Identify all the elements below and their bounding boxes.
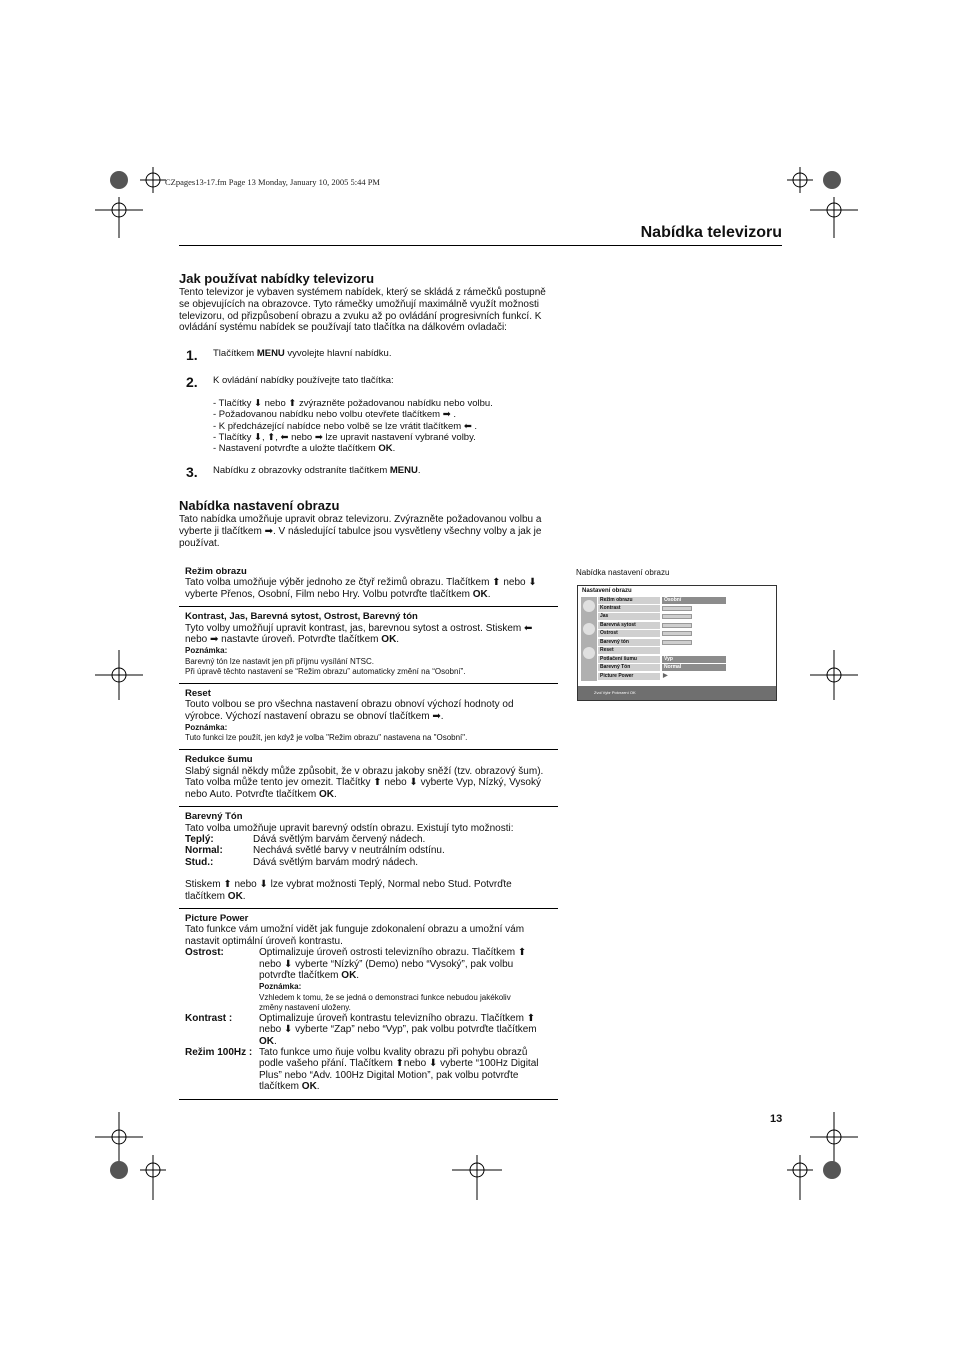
option-reset: Reset Touto volbou se pro všechna nastavení obrazu obnoví výchozí hodnoty od výrobce. Výchozí nastavení obrazu se obnoví tlačítkem ➡. Poznámka: Tuto funkci lze použít, jen když je volba "Režim obrazu" nastavena na "Osobní". bbox=[179, 688, 558, 751]
section2-intro: Tato nabídka umožňuje upravit obraz televizoru. Zvýrazněte požadovanou volbu a vyberte ji tlačítkem ➡. V následující tabulce jsou vysvětleny všechny volby a jak je používat. bbox=[179, 514, 542, 549]
page-title: Nabídka televizoru bbox=[640, 224, 782, 241]
option-picture-power: Picture Power Tato funkce vám umožní vidět jak funguje zdokonalení obrazu a umožní vám nastavit optimální úroveň kontrastu. Ostrost: Optimalizuje úroveň ostrosti televizního obrazu. Tlačítkem ⬆ nebo ⬇ vyberte “Nízký” (Demo) nebo “Vysoký”, pak volbu potvrďte tlačítkem OK. Poznámka: Vzhledem k tomu, že se jedná o demonstraci funkce nebudou jakékoliv změny nastavení uloženy. Kontrast : Optimalizuje úroveň kontrastu televizního obrazu. Tlačítkem ⬆ nebo ⬇ vyberte “Zap” nebo “Vyp”, pak volbu potvrďte tlačítkem OK. Režim 100Hz : Tato funkce umo ňuje volbu kvality obrazu při pohybu obrazů podle vašeho přání. Tlačítkem ⬆nebo ⬇ vyberte “100Hz Digital Plus” nebo “Adv. 100Hz Digital Motion”, pak volbu potvrďte tlačítkem OK. bbox=[179, 913, 558, 1100]
screen-row: Barevný tón bbox=[597, 639, 727, 646]
title-rule bbox=[179, 245, 782, 246]
picture-icon bbox=[583, 600, 595, 612]
step3-text: Nabídku z obrazovky odstraníte tlačítkem MENU. bbox=[213, 465, 421, 476]
screen-caption: Nabídka nastavení obrazu bbox=[576, 568, 670, 577]
step1-text: Tlačítkem MENU vyvolejte hlavní nabídku. bbox=[213, 348, 392, 359]
step2-list: - Tlačítky ⬇ nebo ⬆ zvýrazněte požadovanou nabídku nebo volbu. - Požadovanou nabídku nebo volbu otevřete tlačítkem ➡ . - K předcházející nabídce nebo volbě se lze vrátit tlačítkem ⬅ . - Tlačítky ⬇, ⬆, ⬅ nebo ➡ lze upravit nastavení vybrané volby. - Nastavení potvrďte a uložte tlačítkem OK. bbox=[213, 398, 493, 455]
file-header-note: CZpages13-17.fm Page 13 Monday, January 10, 2005 5:44 PM bbox=[165, 177, 380, 187]
step3-number: 3. bbox=[186, 464, 198, 480]
screen-row: Ostrost bbox=[597, 630, 727, 637]
option-rezim-obrazu: Režim obrazu Tato volba umožňuje výběr jednoho ze čtyř režimů obrazu. Tlačítkem ⬆ nebo ⬇ vyberte Přenos, Osobní, Film nebo Hry. Volbu potvrďte tlačítkem OK. bbox=[179, 566, 558, 607]
tv-menu-screen bbox=[577, 585, 777, 701]
section2-heading: Nabídka nastavení obrazu bbox=[179, 498, 340, 513]
screen-row: Picture Power ▶ bbox=[600, 673, 668, 679]
screen-row: Jas bbox=[597, 613, 727, 620]
section1-intro: Tento televizor je vybaven systémem nabídek, který se skládá z rámečků postupně se objevujících na obrazovce. Tyto rámečky umožňují maximálně využít možnosti televizoru, od přizpůsobení obrazu a zvuku až po ovládání progresivních funkcí. K ovládání systému nabídek se používají tato tlačítka na dálkovém ovladači: bbox=[179, 287, 546, 334]
option-redukce-sumu: Redukce šumu Slabý signál někdy může způsobit, že v obrazu jakoby sněží (tzv. obrazový šum). Tato volba může tento jev omezit. Tlačítky ⬆ nebo ⬇ vyberte Vyp, Nízký, Vysoký nebo Auto. Potvrďte tlačítkem OK. bbox=[179, 754, 558, 807]
screen-sidebar bbox=[581, 597, 597, 681]
screen-row: Režim obrazu Osobní bbox=[597, 597, 727, 604]
step2-intro: K ovládání nabídky používejte tato tlačítka: bbox=[213, 375, 394, 386]
screen-row: Reset bbox=[597, 647, 727, 654]
screen-row: Barevný Tón Normal bbox=[597, 664, 727, 671]
option-barevny-ton: Barevný Tón Tato volba umožňuje upravit barevný odstín obrazu. Existují tyto možnosti: Teplý: Dává světlým barvám červený nádech. Normal: Nechává světlé barvy v neutrálním odstínu. Stud.: Dává světlým barvám modrý nádech. Stiskem ⬆ nebo ⬇ lze vybrat možnosti Teplý, Normal nebo Stud. Potvrďte tlačítkem OK. bbox=[179, 811, 558, 909]
features-icon bbox=[583, 647, 595, 659]
section1-heading: Jak používat nabídky televizoru bbox=[179, 271, 375, 286]
options-table bbox=[179, 566, 558, 1104]
screen-footer: Zvol Vybr Potvrzení OK bbox=[578, 686, 776, 700]
step1-number: 1. bbox=[186, 347, 198, 363]
screen-row: Kontrast bbox=[597, 605, 727, 612]
sound-icon bbox=[583, 623, 595, 635]
page-number: 13 bbox=[770, 1113, 783, 1125]
screen-row: Barevná sytost bbox=[597, 622, 727, 629]
option-kontrast: Kontrast, Jas, Barevná sytost, Ostrost, Barevný tón Tyto volby umožňují upravit kontrast, jas, barevnou sytost a ostrost. Stiskem ⬅ nebo ➡ nastavte úroveň. Potvrďte tlačítkem OK. Poznámka: Barevný tón lze nastavit jen při příjmu vysílání NTSC. Při úpravě těchto nastavení se “Režim obrazu” automaticky změní na “Osobní”. bbox=[179, 611, 558, 684]
screen-title: Nastavení obrazu bbox=[582, 588, 632, 594]
step2-number: 2. bbox=[186, 374, 198, 390]
screen-row: Potlačení šumu Vyp bbox=[597, 656, 727, 663]
